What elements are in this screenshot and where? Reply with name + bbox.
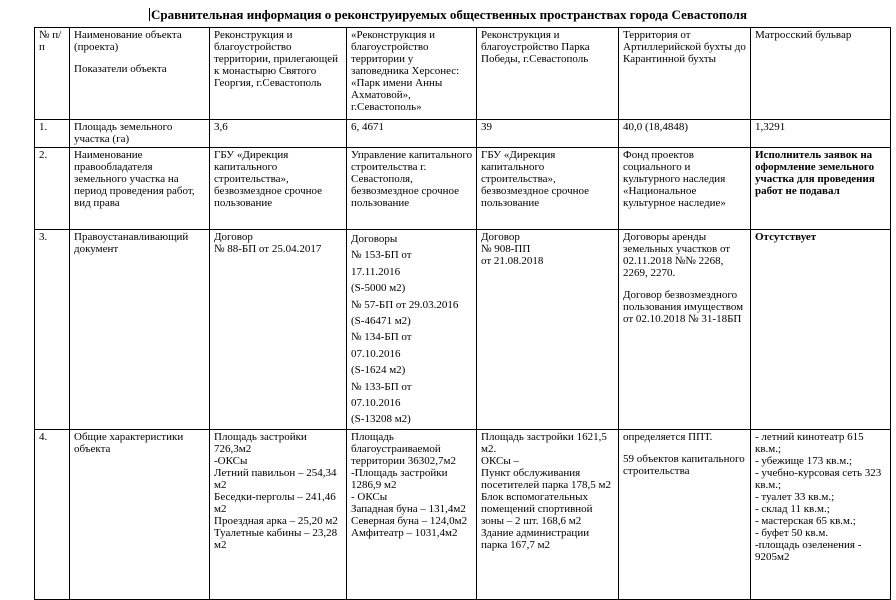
cell-line: № 133-БП от: [351, 380, 412, 393]
cell-line: Проездная арка – 25,20 м2: [214, 514, 338, 527]
cell-line: Площадь застройки 726,3м2: [214, 430, 307, 455]
header-col4: Территория от Артиллерийской бухты до Карантинной бухты: [619, 28, 751, 120]
cell-line: от 21.08.2018: [481, 255, 544, 267]
cell: Исполнитель заявок на оформление земельного участка для проведения работ не подавал: [751, 148, 891, 230]
cell-line: Площадь застройки 1621,5 м2.: [481, 430, 607, 455]
cell-line: ОКСы –: [481, 454, 519, 467]
cell-line: - буфет 50 кв.м.: [755, 526, 829, 539]
cell-line: № 908-ПП: [481, 243, 531, 255]
cell-line: № 57-БП от 29.03.2016: [351, 298, 459, 311]
cell-paragraph: Договор безвозмездного пользования имуществом от 02.10.2018 № 31-18БП: [623, 289, 744, 325]
row-num: 4.: [35, 429, 70, 599]
cell-line: Пункт обслуживания посетителей парка 178,5 м2: [481, 466, 611, 491]
cell: [751, 429, 891, 599]
table-row: [35, 120, 891, 148]
cell-line: (S-1624 м2): [351, 364, 406, 377]
cell-line: - туалет 33 кв.м.;: [755, 490, 835, 503]
row-label: Наименование правообладателя земельного участка на период проведения работ, вид права: [70, 148, 210, 230]
cell-line: Здание администрации парка 167,7 м2: [481, 526, 590, 551]
cell: 3,6: [210, 120, 347, 148]
cell-paragraph: 59 объектов капитального строительства: [623, 452, 745, 477]
header-num: № п/п: [35, 28, 70, 120]
cell-paragraph: определяется ППТ.: [623, 430, 713, 443]
cell: [619, 429, 751, 599]
cell: Управление капитального строительства г. Севастополя, безвозмездное срочное пользование: [347, 148, 477, 230]
cell-paragraph: Договоры аренды земельных участков от 02.11.2018 №№ 2268, 2269, 2270.: [623, 231, 731, 279]
cell-line: Туалетные кабины – 23,28 м2: [214, 526, 338, 551]
cell-line: (S-13208 м2): [351, 413, 411, 426]
cell-line: -Площадь застройки 1286,9 м2: [351, 466, 448, 491]
cell-line: -площадь озеленения - 9205м2: [755, 538, 862, 563]
cell-line: Беседки-перголы – 241,46 м2: [214, 490, 336, 515]
cell: [210, 429, 347, 599]
header-col5: Матросский бульвар: [751, 28, 891, 120]
row-num: 3.: [35, 230, 70, 430]
cell-line: - мастерская 65 кв.м.;: [755, 514, 856, 527]
row-label: Площадь земельного участка (га): [70, 120, 210, 148]
cell: [619, 230, 751, 430]
cell: [477, 429, 619, 599]
cell-line: - летний кинотеатр 615 кв.м.;: [755, 430, 864, 455]
cell: 39: [477, 120, 619, 148]
table-row: [35, 429, 891, 599]
cell: Фонд проектов социального и культурного наследия «Национальное культурное наследие»: [619, 148, 751, 230]
cell-line: (S-46471 м2): [351, 315, 411, 328]
row-label: Правоустанавливающий документ: [70, 230, 210, 430]
cell: [347, 230, 477, 430]
cell-line: -ОКСы: [214, 454, 248, 467]
cell-line: Блок вспомогательных помещений спортивной зоны – 2 шт. 168,6 м2: [481, 490, 593, 527]
document-title-text: Сравнительная информация о реконструируемых общественных пространствах города Севастополя: [150, 7, 747, 22]
cell-line: Западная буна – 131,4м2: [351, 502, 466, 515]
header-col1: Реконструкция и благоустройство территории, прилегающей к монастырю Святого Георгия, г.Севастополь: [210, 28, 347, 120]
cell: [347, 429, 477, 599]
header-name-line2: Показатели объекта: [74, 63, 167, 75]
row-num: 1.: [35, 120, 70, 148]
cell-line: 07.10.2016: [351, 347, 401, 360]
cell: 1,3291: [751, 120, 891, 148]
header-name: [70, 28, 210, 120]
cell-line: (S-5000 м2): [351, 282, 406, 295]
cell: 40,0 (18,4848): [619, 120, 751, 148]
document-title: [0, 7, 896, 23]
cell-line: Договор: [481, 231, 520, 243]
cell: [210, 230, 347, 430]
cell-line: Площадь благоустраиваемой территории 36302,7м2: [351, 430, 456, 467]
cell-line: - склад 11 кв.м.;: [755, 502, 830, 515]
cell-line: Амфитеатр – 1031,4м2: [351, 526, 458, 539]
text-cursor: [149, 8, 150, 21]
header-col3: Реконструкция и благоустройство Парка Победы, г.Севастополь: [477, 28, 619, 120]
cell-line: - учебно-курсовая сеть 323 кв.м.;: [755, 466, 882, 491]
cell-line: Договоры: [351, 233, 398, 245]
cell-line: Северная буна – 124,0м2: [351, 514, 468, 527]
cell: Отсутствует: [751, 230, 891, 430]
cell-line: 17.11.2016: [351, 265, 401, 278]
row-num: 2.: [35, 148, 70, 230]
row-label: Общие характеристики объекта: [70, 429, 210, 599]
header-col2: «Реконструкция и благоустройство территории у заповедника Херсонес: «Парк имени Анны Ахматовой», г.Севастополь»: [347, 28, 477, 120]
header-name-line1: Наименование объекта (проекта): [74, 29, 182, 53]
cell: ГБУ «Дирекция капитального строительства», безвозмездное срочное пользование: [210, 148, 347, 230]
table-header-row: [35, 28, 891, 120]
cell-line: Летний павильон – 254,34 м2: [214, 466, 337, 491]
cell-line: № 134-БП от: [351, 331, 412, 344]
cell-line: № 153-БП от: [351, 249, 412, 262]
cell-line: № 88-БП от 25.04.2017: [214, 243, 322, 255]
table-row: [35, 230, 891, 430]
cell-line: - убежище 173 кв.м.;: [755, 454, 852, 467]
cell-line: 07.10.2016: [351, 397, 401, 410]
cell-line: - ОКСы: [351, 490, 388, 503]
cell: [477, 230, 619, 430]
cell: 6, 4671: [347, 120, 477, 148]
cell: ГБУ «Дирекция капитального строительства», безвозмездное срочное пользование: [477, 148, 619, 230]
comparison-table: [34, 27, 891, 600]
table-row: [35, 148, 891, 230]
cell-line: Договор: [214, 231, 253, 243]
